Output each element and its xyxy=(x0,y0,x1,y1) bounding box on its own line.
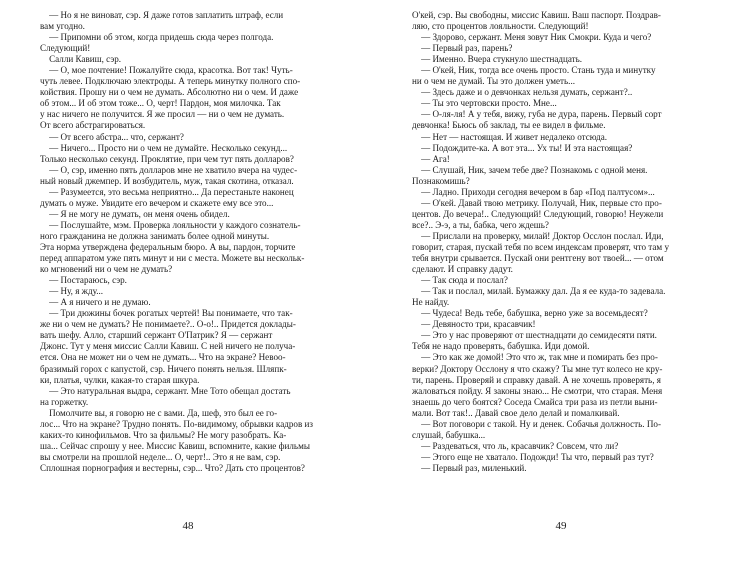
text-line: — Прислали на проверку, милай! Доктор Осслон послал. Иди, xyxy=(412,230,664,241)
text-line: Следующий! xyxy=(40,43,91,54)
text-line: — Слушай, Ник, зачем тебе две? Познакомь с одной меня. xyxy=(412,164,648,175)
text-line: думать о муже. Увидите его вечером и скажете ему все это... xyxy=(40,197,274,208)
text-line: девчонка! Бьюсь об заклад, ты ее видел в фильме. xyxy=(412,120,606,131)
text-line: — Три дюжины бочек рогатых чертей! Вы понимаете, что так- xyxy=(40,308,293,319)
text-line: же ни о чем не думать? Не понимаете?.. О-о!.. Придется доклады- xyxy=(40,319,296,330)
text-line: ко мгновений ни о чем не думать? xyxy=(40,264,173,275)
text-line: лос... Что на экране? Трудно понять. По-видимому, обрывки кадров из xyxy=(40,418,313,429)
text-line: — Это у нас проверяют от шестнадцати до семидесяти пяти. xyxy=(412,330,657,341)
text-line: вы смотрели на прошлой неделе... О, черт!.. Это я не вам, сэр. xyxy=(40,451,281,462)
text-line: ется. Она не может ни о чем не думать... Что на экране? Невоо- xyxy=(40,352,286,363)
text-line: говорит, старая, пускай тебя по всем индексам проверят, что там у xyxy=(412,241,670,252)
text-line: — Это натуральная выдра, сержант. Мне Тото обещал достать xyxy=(40,385,291,396)
text-line: у нас ничего не получится. Я же просил — ни о чем не думать. xyxy=(40,109,285,120)
text-line: Только несколько секунд. Проклятие, при чем тут пять долларов? xyxy=(40,153,294,164)
text-line: чуть левее. Подключаю электроды. А теперь минутку полного спо- xyxy=(40,76,301,87)
text-line: О'кей, сэр. Вы свободны, миссис Кавиш. Ваш паспорт. Поздрав- xyxy=(412,10,661,20)
text-line: — Ничего... Просто ни о чем не думайте. Несколько секунд... xyxy=(40,142,288,153)
text-line: — Нет — настоящая. И живет недалеко отсюда. xyxy=(412,131,608,142)
text-line: перед аппаратом уже пять минут и ни с места. Можете вы нескольк- xyxy=(40,253,305,264)
text-line: — Здесь даже и о девчонках нельзя думать, сержант?.. xyxy=(412,87,633,98)
text-line: верки? Доктору Осслону я что скажу? Ты мне тут колесо не кру- xyxy=(412,363,663,374)
text-line: слушай, бабушка... xyxy=(412,429,486,440)
text-line: Салли Кавиш, сэр. xyxy=(40,54,122,65)
text-line: ки, платья, чулки, какая-то старая шкура. xyxy=(40,374,200,385)
text-line: ни о чем не думай. Ты это должен уметь... xyxy=(412,76,575,87)
text-line: — О, сэр, именно пять долларов мне не хватило вчера на чудес- xyxy=(40,164,298,175)
text-line: — Девяносто три, красавчик! xyxy=(412,319,536,330)
text-line: — Так и послал, милай. Бумажку дал. Да я ее куда-то задевала. xyxy=(412,286,666,297)
text-line: мали. Вот так!.. Давай свое дело делай и помалкивай. xyxy=(412,407,620,418)
text-line: — Вот поговори с такой. Ну и денек. Собачья должность. По- xyxy=(412,418,661,429)
text-line: Не найду. xyxy=(412,297,450,308)
text-line: — Этого еще не хватало. Подожди! Ты что, первый раз тут? xyxy=(412,451,654,462)
text-line: — Подождите-ка. А вот эта... Ух ты! И эта настоящая? xyxy=(412,142,633,153)
text-line: — Первый раз, парень? xyxy=(412,43,513,54)
left-page xyxy=(40,10,340,474)
text-line: бразимый горох с капустой, сэр. Ничего понять нельзя. Шляпк- xyxy=(40,363,287,374)
text-line: — О-ля-ля! А у тебя, вижу, губа не дура, парень. Первый сорт xyxy=(412,109,662,120)
text-line: — О'кей. Давай твою метрику. Получай, Ник, первые сто про- xyxy=(412,197,662,208)
text-line: — О'кей, Ник, тогда все очень просто. Стань туда и минутку xyxy=(412,65,656,76)
text-line: — Послушайте, мэм. Проверка лояльности у каждого сознатель- xyxy=(40,219,301,230)
text-line: — Первый раз, миленький. xyxy=(412,462,527,473)
text-line: — Именно. Вчера стукнуло шестнадцать. xyxy=(412,54,583,65)
text-line: ляю, сто процентов лояльности. Следующий! xyxy=(412,21,589,32)
text-line: — Чудеса! Ведь тебе, бабушка, верно уже за восемьдесят? xyxy=(412,308,648,319)
text-line: — Припомни об этом, когда придешь сюда через полгода. xyxy=(40,32,274,43)
text-line: вам угодно. xyxy=(40,21,85,32)
text-line: жаловаться пойду. Я законы знаю... Не смотри, что старая. Меня xyxy=(412,385,663,396)
text-line: Помолчите вы, я говорю не с вами. Да, шеф, это был ее го- xyxy=(40,407,278,418)
text-line: ша... Сейчас спрошу у нее. Миссис Кавиш, вспомните, какие фильмы xyxy=(40,440,310,451)
text-line: — Ладно. Приходи сегодня вечером в бар «Под палтусом»... xyxy=(412,186,655,197)
text-line: каких-то кинофильмов. Что за фильмы? Не могу разобрать. Ка- xyxy=(40,429,287,440)
text-line: ного гражданина не должна занимать более одной минуты. xyxy=(40,230,270,241)
text-line: — Но я не виноват, сэр. Я даже готов заплатить штраф, если xyxy=(40,10,284,20)
text-line: — О, мое почтение! Пожалуйте сюда, красотка. Вот так! Чуть- xyxy=(40,65,293,76)
text-line: — Ну, я жду... xyxy=(40,286,104,297)
text-line: — Постараюсь, сэр. xyxy=(40,275,127,286)
text-line: об этом... И об этом тоже... О, черт! Пардон, моя милочка. Так xyxy=(40,98,281,109)
text-line: Джонс. Тут у меня миссис Салли Кавиш. С ней ничего не получа- xyxy=(40,341,296,352)
text-line: От всего абстрагироваться. xyxy=(40,120,146,131)
text-line: — Так сюда и послал? xyxy=(412,275,508,286)
text-line: на горжетку. xyxy=(40,396,89,407)
text-line: — Я не могу не думать, он меня очень обидел. xyxy=(40,208,230,219)
text-line: тебя внутри срывается. Пускай они рентгену вот твоей... — отом xyxy=(412,253,664,264)
text-line: Эта норма утверждена федеральным бюро. А вы, пардон, торчите xyxy=(40,241,296,252)
text-line: Сплошная порнография и вестерны, сэр... Что? Дать сто процентов? xyxy=(40,462,305,473)
right-page-number: 49 xyxy=(555,520,567,532)
text-line: вать шефу. Алло, старший сержант О'Патрик? Я — сержант xyxy=(40,330,273,341)
text-line: ный новый джемпер. И возбудитель, муж, такая скотина, отказал. xyxy=(40,175,294,186)
text-line: — Здорово, сержант. Меня зовут Ник Смокри. Куда и чего? xyxy=(412,32,652,43)
right-page xyxy=(412,10,712,474)
text-line: Тебя не надо проверять, бабушка. Иди домой. xyxy=(412,341,590,352)
text-line: койствия. Прошу ни о чем не думать. Абсолютно ни о чем. И даже xyxy=(40,87,299,98)
text-line: центов. До вечера!.. Следующий! Следующий, говорю! Неужели xyxy=(412,208,664,219)
text-line: знаешь до чего боятся? Соседа Смайса три раза из петли выни- xyxy=(412,396,658,407)
text-line: сделают. И справку дадут. xyxy=(412,264,513,275)
text-line: — Раздеваться, что ль, красавчик? Совсем, что ли? xyxy=(412,440,619,451)
text-line: — Ты это чертовски просто. Мне... xyxy=(412,98,557,109)
text-line: Познакомишь? xyxy=(412,175,470,186)
text-line: — А я ничего и не думаю. xyxy=(40,297,151,308)
text-line: — Это как же домой! Это что ж, так мне и помирать без про- xyxy=(412,352,658,363)
text-line: — От всего абстра... что, сержант? xyxy=(40,131,184,142)
left-page-number: 48 xyxy=(182,520,194,532)
text-line: ти, парень. Проверяй и справку давай. А не хочешь проверять, я xyxy=(412,374,661,385)
text-line: — Разумеется, это весьма неприятно... Да перестаньте наконец xyxy=(40,186,294,197)
text-line: — Ага! xyxy=(412,153,450,164)
text-line: все?.. Э-э, а ты, бабка, чего ждешь? xyxy=(412,219,549,230)
